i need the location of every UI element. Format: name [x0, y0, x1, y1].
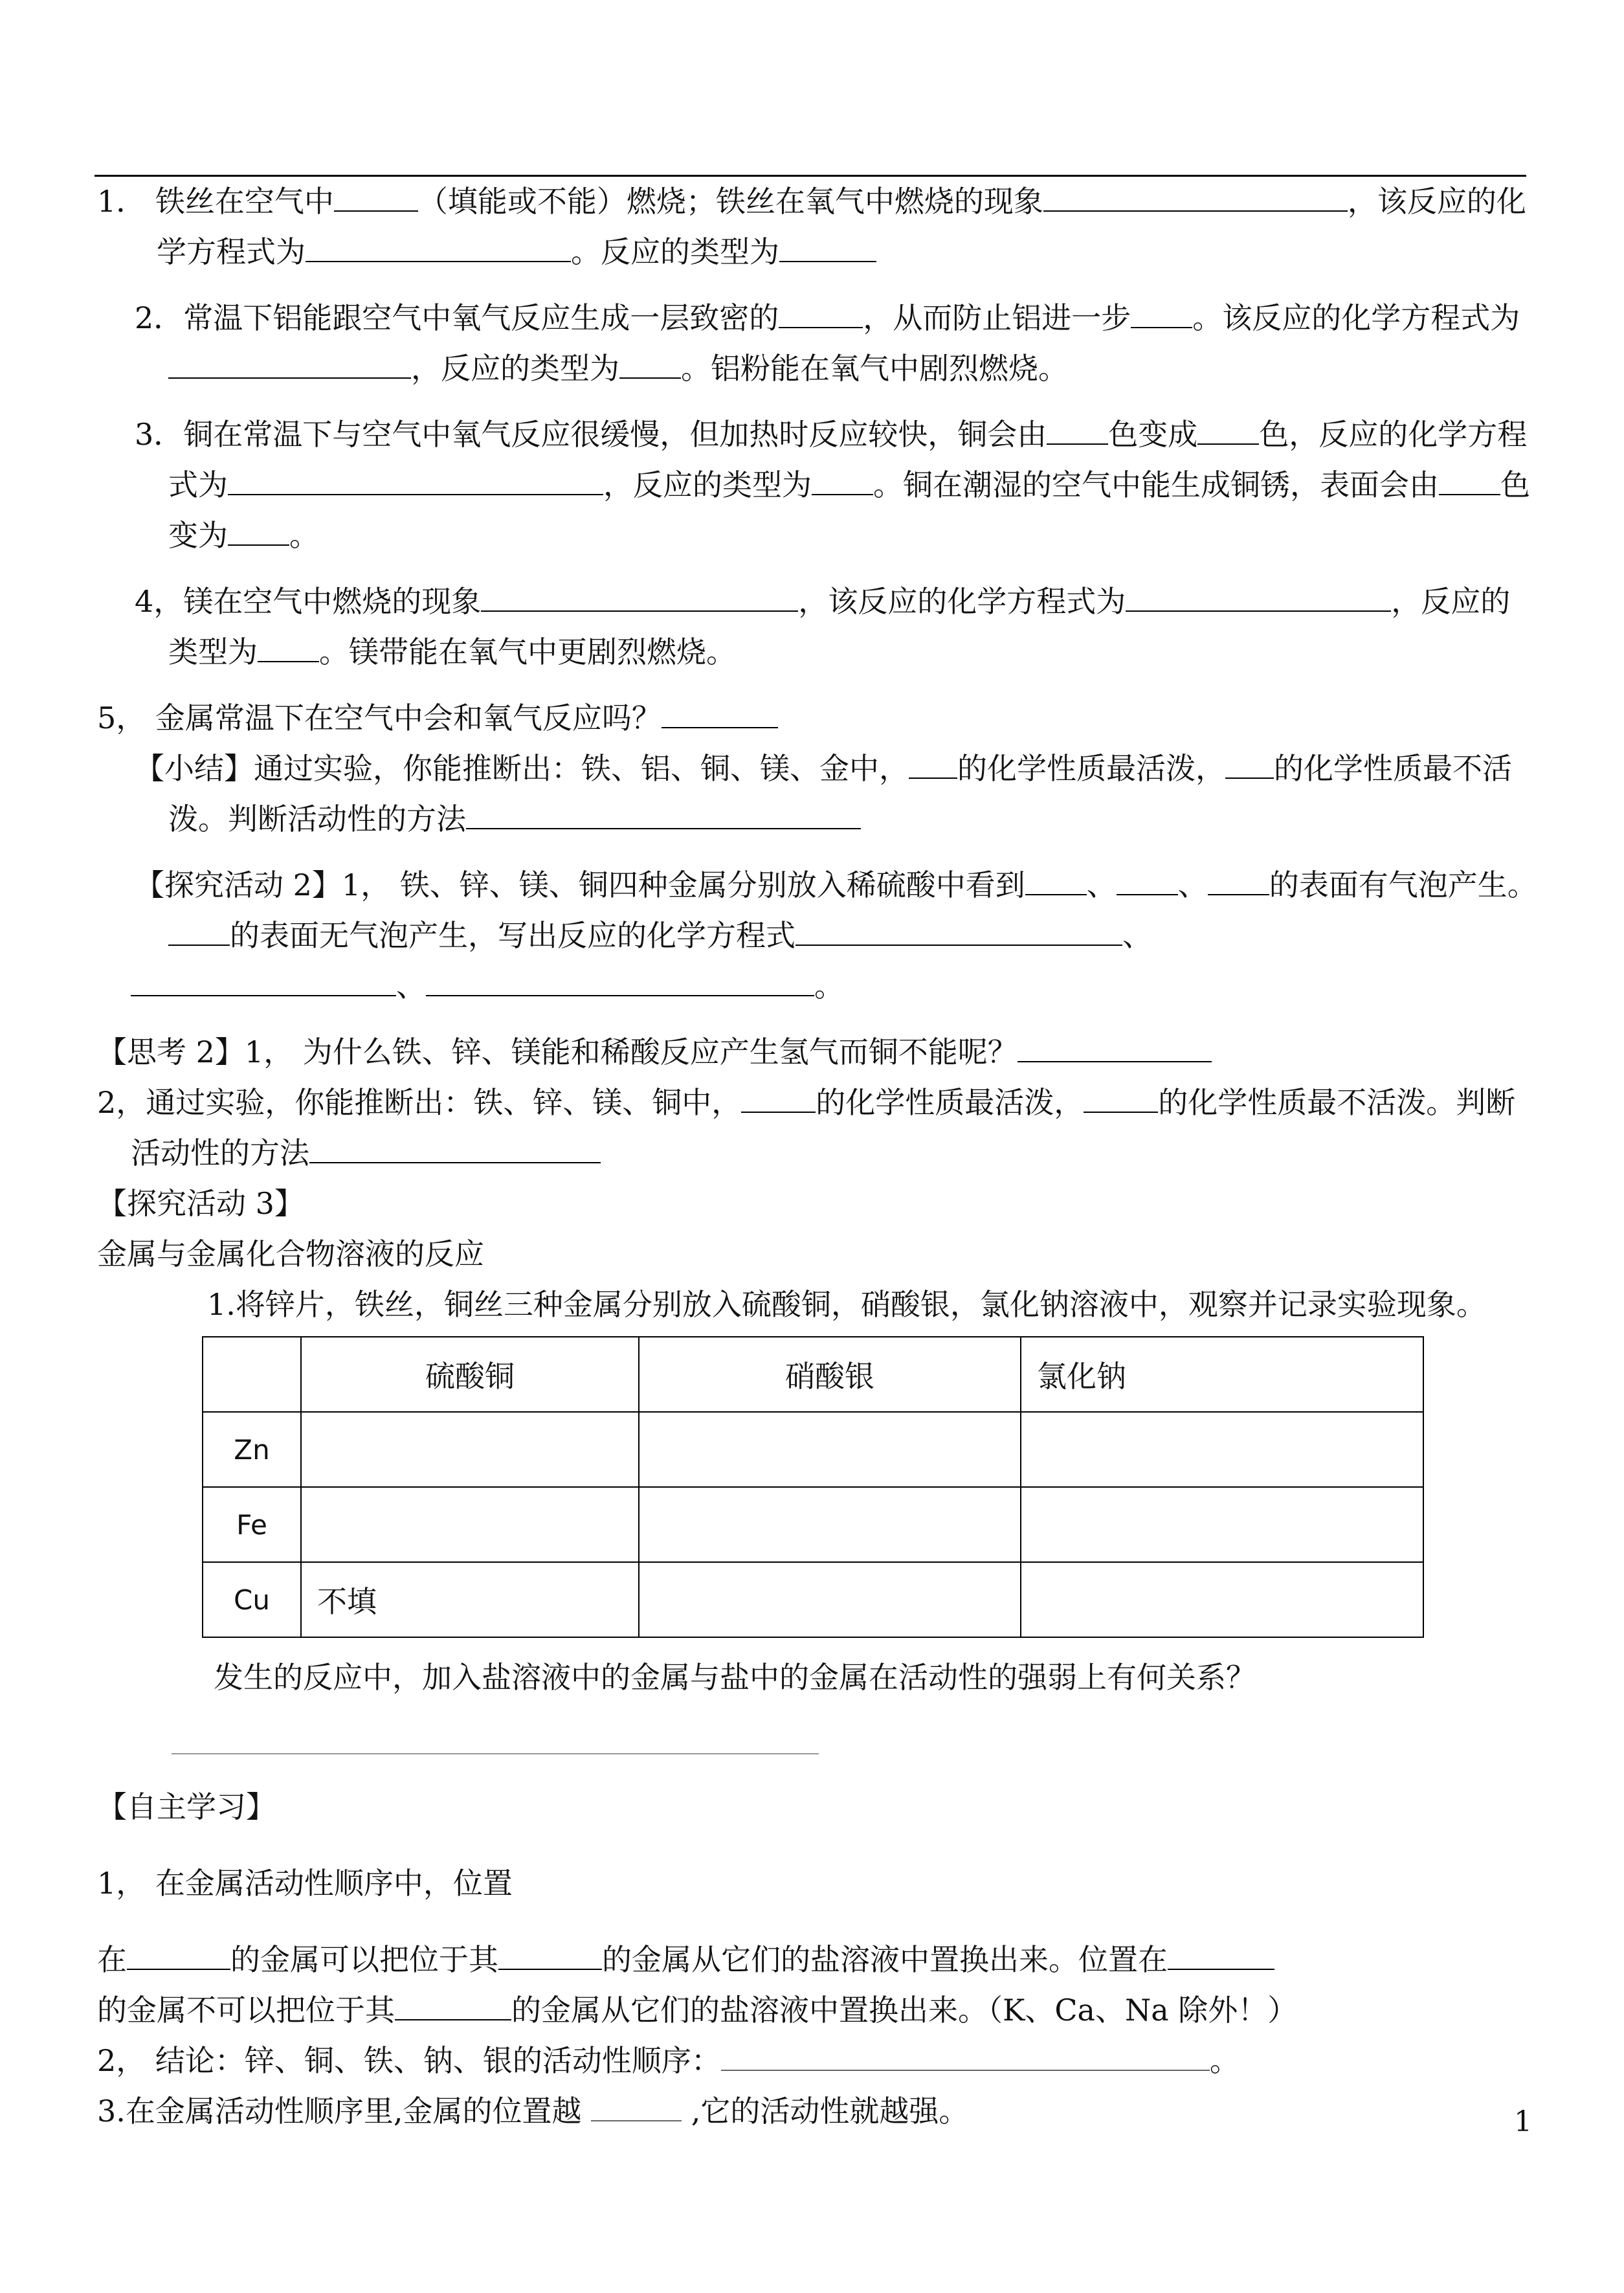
self-study-title: 【自主学习】	[97, 1789, 276, 1824]
self-study-item-1-body: 在 的金属可以把位于其 的金属从它们的盐溶液中置换出来。位置在 的金属不可以把位于其 的金属从它们的盐溶液中置换出来。（K、Ca、Na 除外！）	[97, 1942, 1298, 2028]
table-cell[interactable]	[301, 1487, 639, 1562]
blank[interactable]	[779, 234, 876, 262]
blank[interactable]	[721, 2042, 1210, 2071]
table-header-cell: 氯化钠	[1021, 1337, 1423, 1412]
blank[interactable]	[1225, 750, 1274, 779]
blank[interactable]	[1047, 416, 1108, 445]
blank[interactable]	[1131, 300, 1192, 328]
self-study-item-1: 1， 在金属活动性顺序中，位置	[97, 1866, 513, 1901]
table-cell[interactable]	[639, 1412, 1021, 1487]
blank[interactable]	[481, 583, 798, 612]
blank[interactable]	[395, 1992, 511, 2020]
blank[interactable]	[228, 517, 289, 546]
blank[interactable]	[426, 968, 814, 996]
table-cell: 不填	[301, 1562, 639, 1637]
question-4: 4，镁在空气中燃烧的现象 ，该反应的化学方程式为 ，反应的类型为 。镁带能在氧气中更剧烈燃烧。	[135, 584, 1511, 669]
blank[interactable]	[1197, 416, 1259, 445]
blank[interactable]	[1117, 867, 1178, 895]
blank[interactable]	[619, 350, 681, 379]
table-header-cell: 硝酸银	[639, 1337, 1021, 1412]
table-cell[interactable]	[301, 1412, 639, 1487]
blank[interactable]	[812, 467, 873, 495]
blank[interactable]	[127, 1941, 230, 1970]
blank[interactable]	[334, 183, 418, 212]
worksheet-content	[97, 176, 1537, 2136]
blank[interactable]	[1018, 1034, 1212, 1062]
table-row	[203, 1562, 1423, 1637]
blank[interactable]	[258, 634, 319, 662]
table-cell[interactable]	[1021, 1412, 1423, 1487]
table-cell[interactable]	[639, 1562, 1021, 1637]
activity-3-subtitle: 金属与金属化合物溶液的反应	[97, 1236, 484, 1271]
blank[interactable]	[131, 968, 396, 996]
table-cell[interactable]	[1021, 1562, 1423, 1637]
self-study-item-3: 3.在金属活动性顺序里,金属的位置越 ,它的活动性就越强。	[97, 2094, 969, 2129]
answer-line[interactable]	[172, 1753, 819, 1754]
blank[interactable]	[309, 1135, 601, 1163]
table-header-row	[203, 1337, 1423, 1412]
activity-3-instruction: 1.将锌片，铁丝，铜丝三种金属分别放入硫酸铜，硝酸银，氯化钠溶液中，观察并记录实验现象。	[207, 1287, 1486, 1322]
think-2-line-2: 2，通过实验，你能推断出：铁、锌、镁、铜中， 的化学性质最活泼， 的化学性质最不活泼。判断活动性的方法	[97, 1085, 1516, 1170]
blank[interactable]	[1084, 1084, 1158, 1113]
blank[interactable]	[1025, 867, 1087, 895]
blank[interactable]	[662, 700, 778, 728]
blank[interactable]	[228, 467, 603, 495]
activity-3-title: 【探究活动 3】	[97, 1186, 304, 1221]
question-5: 5， 金属常温下在空气中会和氧气反应吗？	[97, 693, 1537, 743]
question-3: 3．铜在常温下与空气中氧气反应很缓慢，但加热时反应较快，铜会由 色变成 色，反应的化学方程式为 ，反应的类型为 。铜在潮湿的空气中能生成铜锈，表面会由 色变为 。	[135, 417, 1530, 553]
table-header-cell	[203, 1337, 301, 1412]
table-cell[interactable]	[1021, 1487, 1423, 1562]
blank[interactable]	[795, 917, 1122, 946]
question-1: 1． 铁丝在空气中 （填能或不能）燃烧；铁丝在氧气中燃烧的现象 ，该反应的化学方程式为 。反应的类型为	[97, 184, 1526, 269]
blank[interactable]	[1439, 467, 1500, 495]
blank[interactable]	[306, 234, 571, 262]
blank[interactable]	[168, 917, 230, 946]
blank[interactable]	[1168, 1941, 1274, 1970]
blank[interactable]	[168, 350, 411, 379]
blank[interactable]	[909, 750, 957, 779]
page-number: 1	[1514, 2105, 1532, 2138]
table-header-cell: 硫酸铜	[301, 1337, 639, 1412]
blank[interactable]	[466, 801, 861, 829]
think-2-line-1: 【思考 2】1， 为什么铁、锌、镁能和稀酸反应产生氢气而铜不能呢？	[97, 1027, 1537, 1077]
blank[interactable]	[741, 1084, 816, 1113]
row-label: Fe	[203, 1487, 301, 1562]
self-study-item-2: 2， 结论：锌、铜、铁、钠、银的活动性顺序： 。	[97, 2043, 1240, 2078]
summary: 【小结】通过实验，你能推断出：铁、铝、铜、镁、金中， 的化学性质最活泼， 的化学性质最不活泼。判断活动性的方法	[135, 751, 1512, 836]
row-label: Zn	[203, 1412, 301, 1487]
row-label: Cu	[203, 1562, 301, 1637]
blank[interactable]	[779, 300, 863, 328]
question-2: 2．常温下铝能跟空气中氧气反应生成一层致密的 ，从而防止铝进一步 。该反应的化学方程式为，反应的类型为 。铝粉能在氧气中剧烈燃烧。	[135, 300, 1520, 386]
blank[interactable]	[591, 2093, 682, 2121]
table-row	[203, 1412, 1423, 1487]
table-row	[203, 1487, 1423, 1562]
observation-table	[202, 1336, 1424, 1638]
relationship-question: 发生的反应中，加入盐溶液中的金属与盐中的金属在活动性的强弱上有何关系？	[214, 1660, 1256, 1695]
activity-2: 【探究活动 2】1， 铁、锌、镁、铜四种金属分别放入稀硫酸中看到 、 、 的表面有气泡产生。的表面无气泡产生，写出反应的化学方程式 、 、 。	[97, 860, 1537, 1011]
blank[interactable]	[1043, 183, 1348, 212]
table-cell[interactable]	[639, 1487, 1021, 1562]
blank[interactable]	[498, 1941, 602, 1970]
blank[interactable]	[1126, 583, 1391, 612]
blank[interactable]	[1208, 867, 1269, 895]
